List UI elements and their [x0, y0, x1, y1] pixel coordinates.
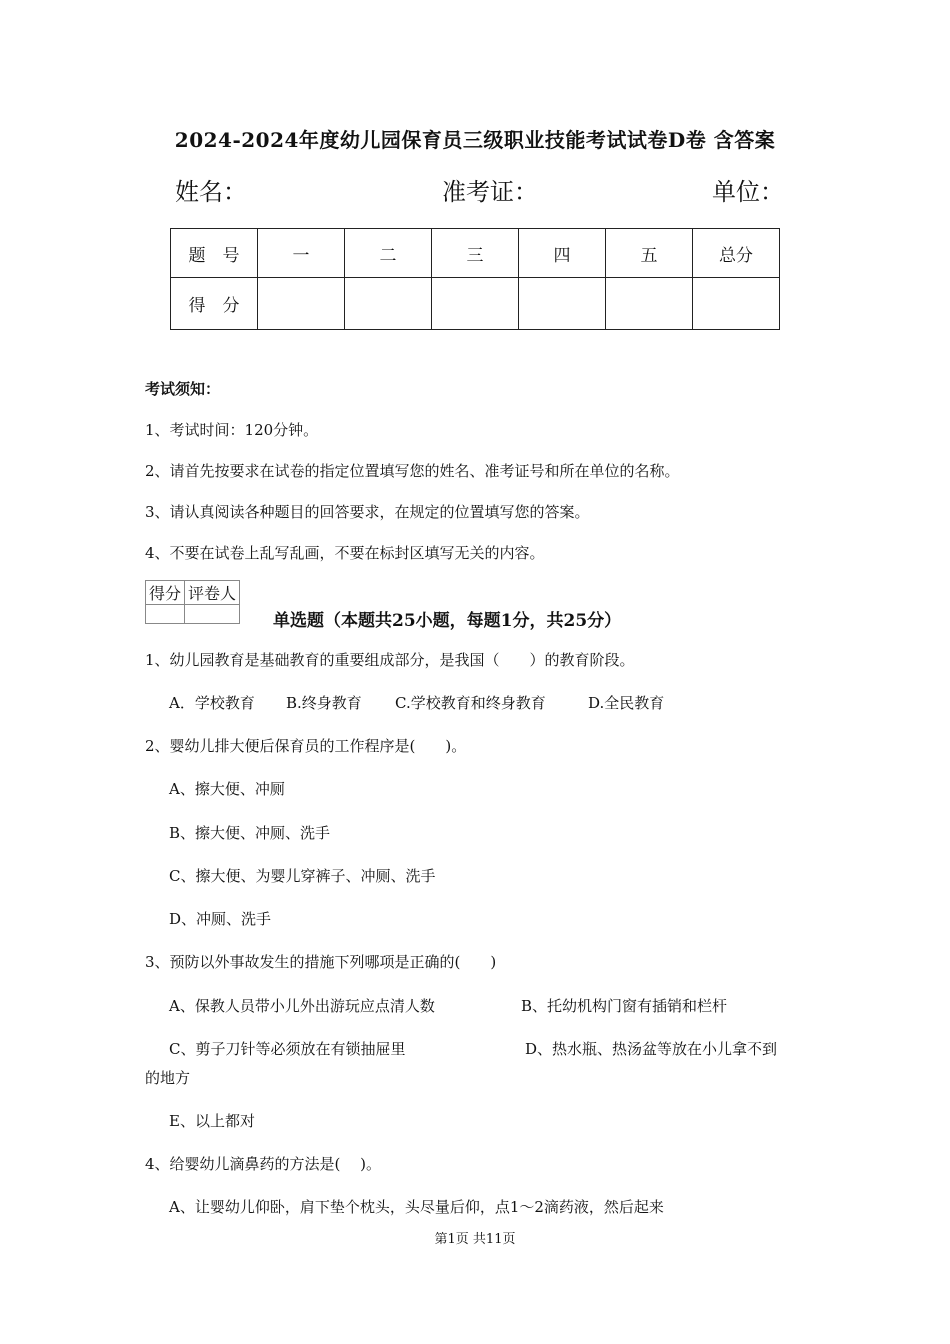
header-cell: 一 — [258, 229, 345, 278]
option: D.全民教育 — [588, 694, 665, 712]
header-cell: 五 — [606, 229, 693, 278]
header-cell: 总分 — [693, 229, 780, 278]
grader-score-label: 得分 — [146, 581, 185, 605]
option-continuation: 的地方 — [145, 1069, 191, 1087]
score-cell[interactable] — [606, 278, 693, 330]
question-stem: 2、婴幼儿排大便后保育员的工作程序是( )。 — [145, 737, 467, 755]
score-table-score-row — [171, 278, 780, 330]
score-cell[interactable] — [345, 278, 432, 330]
option: A、保教人员带小儿外出游玩应点清人数 — [169, 997, 435, 1015]
option: A．学校教育 — [169, 694, 255, 712]
question-stem: 4、给婴幼儿滴鼻药的方法是( )。 — [145, 1155, 382, 1173]
notice-heading: 考试须知： — [145, 380, 221, 398]
grader-name-cell[interactable] — [185, 605, 240, 624]
notice-item: 1、考试时间：120分钟。 — [145, 421, 319, 439]
grader-name-label: 评卷人 — [185, 581, 240, 605]
notice-item: 4、不要在试卷上乱写乱画，不要在标封区填写无关的内容。 — [145, 544, 545, 562]
notice-item: 3、请认真阅读各种题目的回答要求，在规定的位置填写您的答案。 — [145, 503, 590, 521]
question-stem: 1、幼儿园教育是基础教育的重要组成部分，是我国（ ）的教育阶段。 — [145, 651, 635, 669]
document-title: 2024-2024年度幼儿园保育员三级职业技能考试试卷D卷 含答案 — [174, 128, 776, 152]
option: C.学校教育和终身教育 — [395, 694, 546, 712]
notice-item: 2、请首先按要求在试卷的指定位置填写您的姓名、准考证号和所在单位的名称。 — [145, 462, 680, 480]
score-cell[interactable] — [258, 278, 345, 330]
score-row-label: 得 分 — [171, 278, 258, 330]
header-cell: 二 — [345, 229, 432, 278]
grader-score-cell[interactable] — [146, 605, 185, 624]
option: C、擦大便、为婴儿穿裤子、冲厕、洗手 — [169, 867, 436, 885]
score-cell[interactable] — [519, 278, 606, 330]
score-cell[interactable] — [693, 278, 780, 330]
page-footer: 第1页 共11页 — [434, 1232, 516, 1247]
option: A、让婴幼儿仰卧，肩下垫个枕头，头尽量后仰，点1～2滴药液，然后起来 — [169, 1198, 664, 1216]
unit-field-label: 单位： — [712, 178, 784, 206]
score-table-header-row — [171, 229, 780, 278]
option: B、擦大便、冲厕、洗手 — [169, 824, 331, 842]
question-stem: 3、预防以外事故发生的措施下列哪项是正确的( ) — [145, 953, 497, 971]
header-cell: 三 — [432, 229, 519, 278]
header-cell: 题 号 — [171, 229, 258, 278]
option: B.终身教育 — [286, 694, 362, 712]
exam-id-field-label: 准考证： — [442, 178, 538, 206]
option: E、以上都对 — [169, 1112, 255, 1130]
score-table — [170, 228, 780, 330]
grader-box — [145, 580, 240, 624]
score-cell[interactable] — [432, 278, 519, 330]
header-cell: 四 — [519, 229, 606, 278]
name-field-label: 姓名： — [175, 178, 247, 206]
section-title: 单选题（本题共25小题，每题1分，共25分） — [273, 611, 622, 631]
option: A、擦大便、冲厕 — [169, 780, 285, 798]
option: D、热水瓶、热汤盆等放在小儿拿不到 — [525, 1040, 778, 1058]
option: D、冲厕、洗手 — [169, 910, 272, 928]
option: B、托幼机构门窗有插销和栏杆 — [521, 997, 728, 1015]
option: C、剪子刀针等必须放在有锁抽屉里 — [169, 1040, 406, 1058]
